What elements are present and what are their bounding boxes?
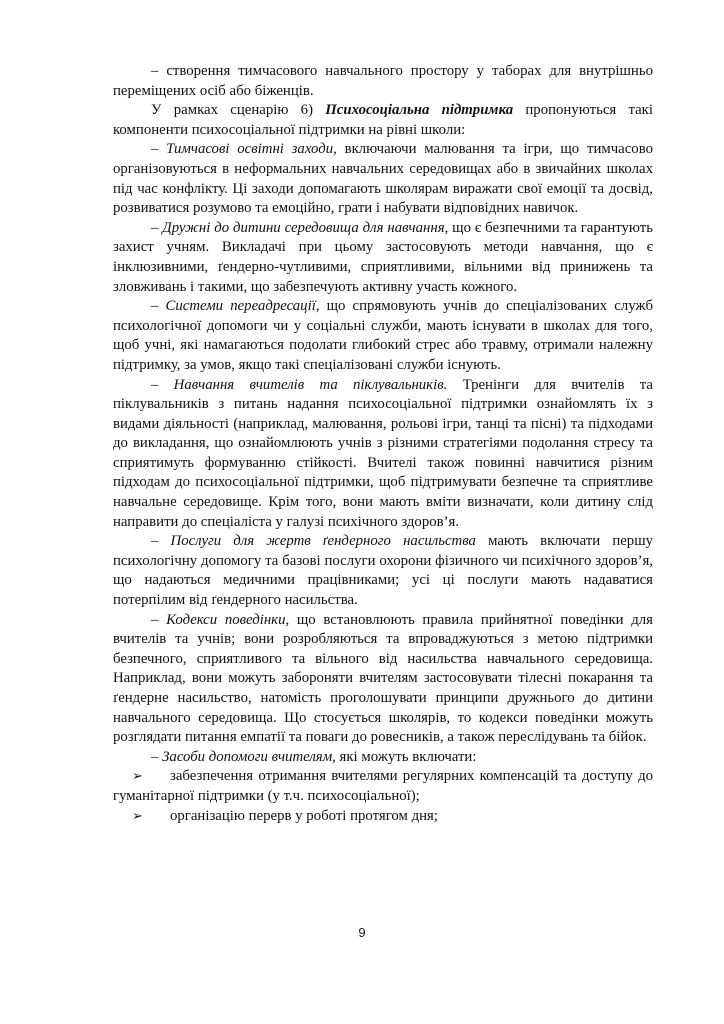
arrow-bullet-icon: ➢ (132, 808, 143, 824)
paragraph-scenario-6 (113, 101, 653, 140)
paragraph-text: У рамках сценарію 6) (151, 102, 326, 119)
list-item-text: організацію перерв у роботі протягом дня; (170, 807, 438, 824)
paragraph-text: , що є безпечними та гарантують захист учням. Викладачі при цьому застосовують методи навчання, що є інклюзивними, ґендерно-чутливими, сприятливими, вільними від принижень та зловживань і такими, що забезпечують активну участь кожного. (113, 219, 653, 295)
paragraph-text: – створення тимчасового навчального простору у таборах для внутрішньо переміщених осіб або біженців. (113, 63, 653, 99)
paragraph-gbv-services (113, 532, 653, 610)
term-teacher-training: – Навчання вчителів та піклувальників. (151, 376, 448, 393)
paragraph-teacher-training (113, 376, 653, 533)
term-gbv-services: – Послуги для жертв ґендерного насильства (151, 533, 476, 550)
list-item (113, 807, 653, 827)
paragraph-text: , що спрямовують учнів до спеціалізованих служб психологічної допомоги чи у соціальні служби, мають існувати в школах для того, щоб учні, які намагаються подолати глибокий стрес або травму, отримали належну підтримку, за умов, якщо такі спеціалізовані служби існують. (113, 298, 653, 373)
paragraph-text: , включаючи малювання та ігри, що тимчасово організовуються в неформальних навчальних середовищах або в звичайних школах під час конфлікту. Ці заходи допомагають школярам виражати свої емоції та досвід, розвиватися розумово та емоційно, грати і набувати відповідних навичок. (113, 141, 653, 217)
paragraph-text: , які можуть включати: (332, 748, 477, 765)
paragraph-codes-of-conduct (113, 611, 653, 748)
document-page (113, 62, 653, 826)
term-child-friendly: – Дружні до дитини середовища для навчання (151, 219, 445, 236)
paragraph-teacher-support (113, 748, 653, 768)
psychosocial-support-heading: Психосоціальна підтримка (325, 102, 514, 119)
page-number: 9 (358, 925, 366, 940)
list-item (113, 767, 653, 806)
paragraph-referral-systems (113, 297, 653, 375)
term-temporary-activities: – Тимчасові освітні заходи (151, 141, 334, 158)
paragraph-temporary-activities (113, 140, 653, 218)
paragraph-temporary-space (113, 62, 653, 101)
paragraph-text: мають включати першу психологічну допомогу та базові послуги охорони фізичного чи психічного здоров’я, що надаються медичними працівниками; усі ці послуги мають надаватися потерпілим від ґендерного насильства. (113, 533, 653, 609)
term-referral-systems: – Системи переадресації (151, 298, 316, 315)
arrow-bullet-icon: ➢ (132, 769, 143, 785)
term-codes-of-conduct: – Кодекси поведінки (151, 611, 286, 628)
paragraph-text: пропонуються такі компоненти психосоціальної підтримки на рівні школи: (113, 102, 653, 138)
paragraph-text: , що встановлюють правила прийнятної поведінки для вчителів та учнів; вони розробляються та впроваджуються з метою підтримки безпечного, сприятливого та вільного від насильства навчального середовища. Наприклад, вони можуть забороняти вчителям застосовувати тілесні покарання та ґендерне насильство, натомість проголошувати принципи дружнього до дитини навчального середовища. Що стосується школярів, то кодекси поведінки можуть розглядати питання емпатії та поваги до ровесників, а також переслідувань та бійок. (113, 611, 653, 746)
list-item-text: забезпечення отримання вчителями регулярних компенсацій та доступу до гуманітарної підтримки (у т.ч. психосоціальної); (113, 768, 653, 804)
term-teacher-support: – Засоби допомоги вчителям (151, 748, 333, 765)
paragraph-child-friendly (113, 219, 653, 297)
paragraph-text: Тренінги для вчителів та піклувальників з питань надання психосоціальної підтримки ознайомлять їх з видами діяльності (наприклад, малювання, рольові ігри, танці та пісні) та підходами до викладання, що ознайомлюють учнів з різними стратегіями подолання стресу та сприятимуть формуванню стійкості. Вчителі також повинні навчитися різним підходам до психосоціальної підтримки, щоб підтримувати безпечне та сприятливе навчальне середовище. Крім того, вони мають вміти визначати, коли дитину слід направити до спеціаліста у галузі психічного здоров’я. (113, 376, 653, 530)
